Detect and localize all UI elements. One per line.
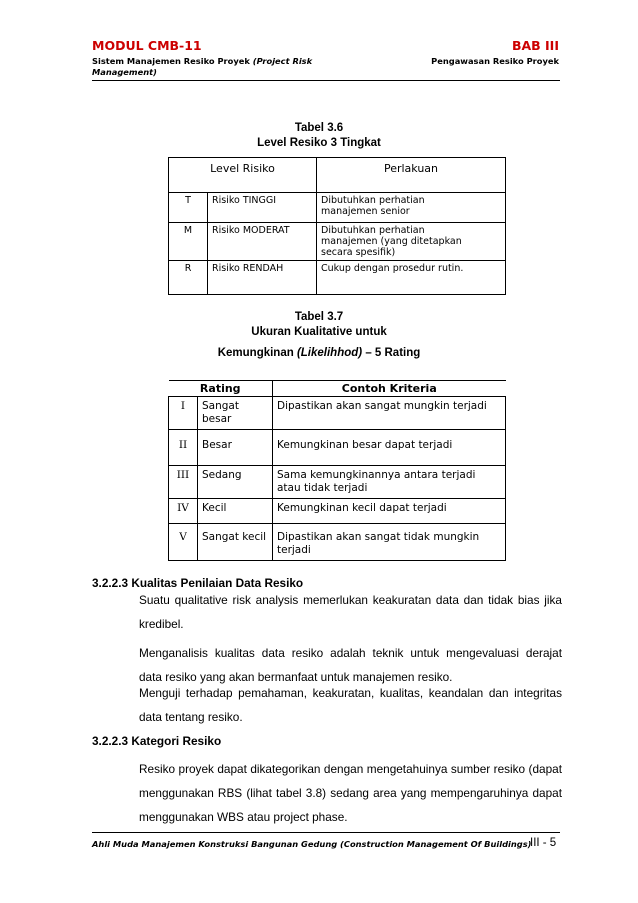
rating-criteria: Kemungkinan besar dapat terjadi	[273, 430, 506, 466]
col-header-rating: Rating	[169, 381, 273, 397]
rating-number: IV	[169, 499, 198, 524]
table-row	[169, 499, 506, 524]
paragraph-quality-3: Menguji terhadap pemahaman, keakuratan, kualitas, keandalan dan integritas data tentang resiko.	[139, 686, 562, 724]
footer-text: Ahli Muda Manajemen Konstruksi Bangunan Gedung (Construction Management Of Buildings)	[92, 839, 532, 849]
rating-label: Kecil	[198, 499, 273, 524]
col-header-level: Level Risiko	[169, 158, 317, 193]
module-title: MODUL CMB-11	[92, 38, 202, 53]
likelihood-table	[168, 380, 506, 561]
chapter-title: BAB III	[511, 38, 559, 53]
level-risk-table	[168, 157, 506, 295]
table-row	[169, 193, 506, 223]
level-code: T	[169, 193, 208, 223]
rating-label: Sangat besar	[198, 397, 273, 430]
rating-criteria: Dipastikan akan sangat tidak mungkin terjadi	[273, 524, 506, 561]
rating-criteria: Kemungkinan kecil dapat terjadi	[273, 499, 506, 524]
table-row	[169, 261, 506, 295]
level-action: Dibutuhkan perhatian manajemen (yang ditetapkan secara spesifik)	[317, 223, 506, 261]
level-name: Risiko RENDAH	[208, 261, 317, 295]
table37-caption-1: Tabel 3.7	[294, 311, 344, 323]
level-code: R	[169, 261, 208, 295]
module-subtitle-italic: (Project Risk	[252, 56, 313, 66]
footer-rule	[92, 832, 560, 833]
module-subtitle-line2: Management)	[92, 67, 157, 77]
rating-criteria: Dipastikan akan sangat mungkin terjadi	[273, 397, 506, 430]
level-action: Dibutuhkan perhatian manajemen senior	[317, 193, 506, 223]
rating-label: Sangat kecil	[198, 524, 273, 561]
rating-number: II	[169, 430, 198, 466]
table-row	[169, 466, 506, 499]
table-row	[169, 430, 506, 466]
section-heading-category: 3.2.2.3 Kategori Resiko	[92, 734, 222, 748]
rating-number: III	[169, 466, 198, 499]
table-row	[169, 524, 506, 561]
level-name: Risiko MODERAT	[208, 223, 317, 261]
module-subtitle	[92, 56, 322, 78]
chapter-subtitle: Pengawasan Resiko Proyek	[431, 56, 559, 66]
module-subtitle-text: Sistem Manajemen Resiko Proyek	[92, 56, 250, 66]
paragraph-quality-1: Suatu qualitative risk analysis memerlukan keakuratan data dan tidak bias jika kredibel.	[139, 593, 562, 631]
rating-number: V	[169, 524, 198, 561]
header-rule	[92, 80, 560, 81]
rating-label: Besar	[198, 430, 273, 466]
col-header-criteria: Contoh Kriteria	[273, 381, 506, 397]
section-heading-quality: 3.2.2.3 Kualitas Penilaian Data Resiko	[92, 576, 304, 590]
rating-label: Sedang	[198, 466, 273, 499]
level-code: M	[169, 223, 208, 261]
paragraph-category-1: Resiko proyek dapat dikategorikan dengan mengetahuinya sumber resiko (dapat menggunakan RBS (lihat tabel 3.8) sedang area yang mempengaruhinya dapat menggunakan WBS atau project phase.	[139, 762, 562, 824]
paragraph-quality-2: Menganalisis kualitas data resiko adalah teknik untuk mengevaluasi derajat data resiko yang akan bermanfaat untuk manajemen resiko.	[139, 646, 562, 684]
table36-caption-2: Level Resiko 3 Tingkat	[257, 137, 381, 149]
table-row	[169, 397, 506, 430]
level-action: Cukup dengan prosedur rutin.	[317, 261, 506, 295]
col-header-action: Perlakuan	[317, 158, 506, 193]
table36-caption-1: Tabel 3.6	[294, 122, 344, 134]
rating-number: I	[169, 397, 198, 430]
page-number: III - 5	[530, 837, 557, 849]
table37-caption-2: Ukuran Kualitative untuk	[251, 326, 387, 338]
table-row	[169, 223, 506, 261]
rating-criteria: Sama kemungkinannya antara terjadi atau tidak terjadi	[273, 466, 506, 499]
table37-caption-3: Kemungkinan (Likelihhod) – 5 Rating	[217, 347, 421, 359]
level-name: Risiko TINGGI	[208, 193, 317, 223]
